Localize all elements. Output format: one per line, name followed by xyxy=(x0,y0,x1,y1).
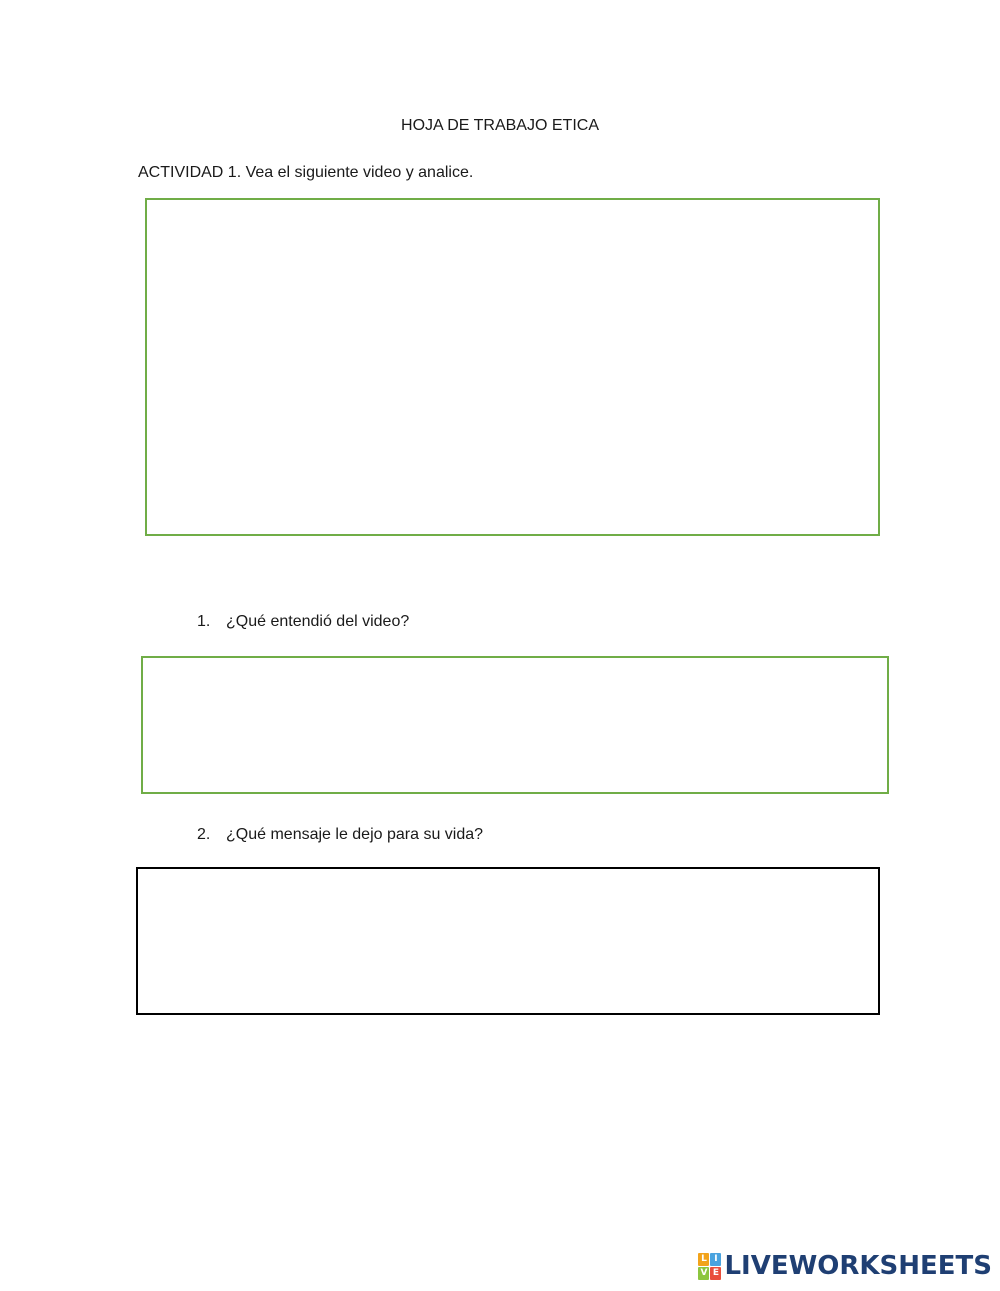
logo-mark-icon xyxy=(698,1253,721,1280)
logo-mark-letter: I xyxy=(710,1253,721,1266)
liveworksheets-logo xyxy=(698,1251,992,1281)
question-1-text: ¿Qué entendió del video? xyxy=(226,613,410,630)
question-1 xyxy=(197,613,409,631)
answer-field-2[interactable] xyxy=(136,867,880,1015)
question-1-number: 1. xyxy=(197,613,211,630)
answer-field-1[interactable] xyxy=(141,656,889,794)
question-2-number: 2. xyxy=(197,826,211,843)
logo-mark-letter: V xyxy=(698,1267,709,1280)
logo-mark-letter: E xyxy=(710,1267,721,1280)
page-title: HOJA DE TRABAJO ETICA xyxy=(401,117,599,134)
question-2 xyxy=(197,826,483,844)
question-2-text: ¿Qué mensaje le dejo para su vida? xyxy=(226,826,484,843)
video-embed-area[interactable] xyxy=(145,198,880,536)
logo-text: LIVEWORKSHEETS xyxy=(724,1251,992,1281)
activity-heading: ACTIVIDAD 1. Vea el siguiente video y analice. xyxy=(138,164,474,181)
logo-mark-letter: L xyxy=(698,1253,709,1266)
